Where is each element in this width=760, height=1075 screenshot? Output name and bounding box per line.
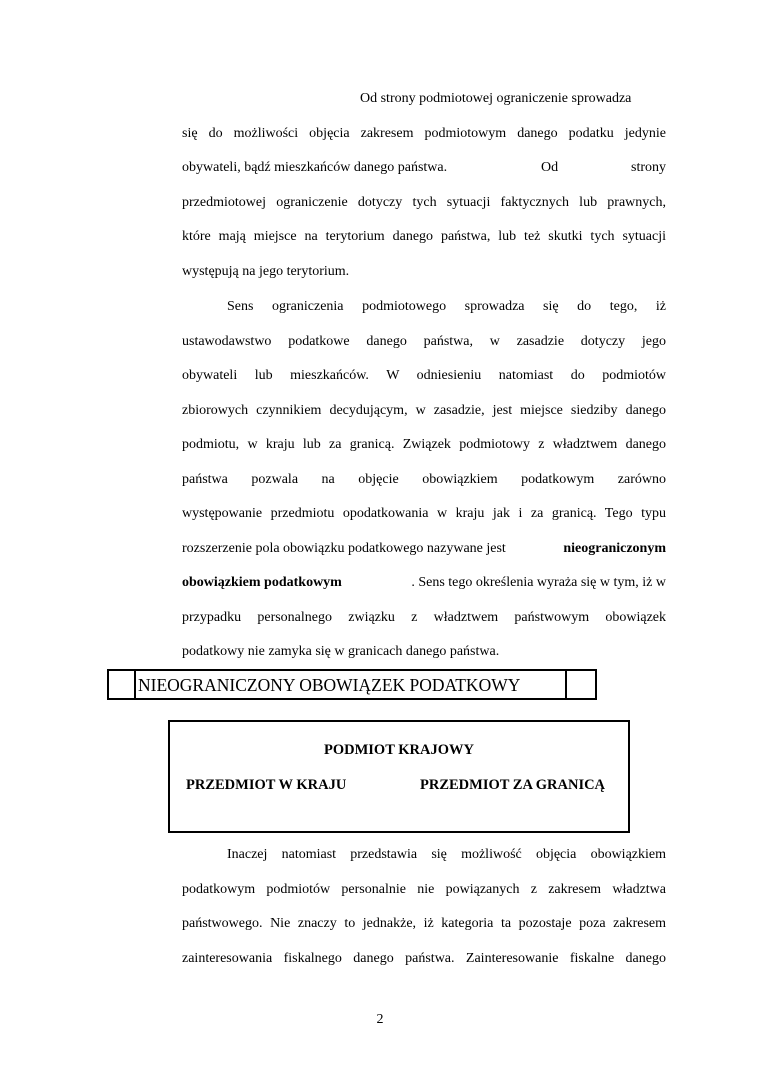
text-line: które mają miejsce na terytorium danego państwa, lub też skutki tych sytuacji [182, 229, 666, 244]
heading-empty-cell [565, 671, 595, 698]
text-line: zbiorowych czynnikiem decydującym, w zasadzie, jest miejsce siedziby danego [182, 402, 666, 418]
text-segment: rozszerzenie pola obowiązku podatkowego nazywane jest [182, 540, 506, 556]
text-line: podatkowy nie zamyka się w granicach danego państwa. [182, 644, 500, 659]
text-line: Sens ograniczenia podmiotowego sprowadza się do tego, iż [227, 299, 666, 314]
text-line [182, 566, 666, 601]
text-segment: strony [631, 160, 666, 175]
diagram-box [168, 720, 630, 833]
paragraph-3 [182, 838, 666, 976]
text-line: państwowego. Nie znaczy to jednakże, iż kategoria ta pozostaje poza zakresem [182, 916, 666, 931]
paragraph-1 [182, 82, 666, 289]
diagram-right-label: PRZEDMIOT ZA GRANICĄ [420, 777, 606, 793]
text-line: podmiotu, w kraju lub za granicą. Związek podmiotowy z władztwem danego [182, 437, 666, 452]
text-line: się do możliwości objęcia zakresem podmiotowym danego podatku jedynie [182, 125, 666, 141]
heading-table [107, 669, 597, 700]
text-line: Inaczej natomiast przedstawia się możliwość objęcia obowiązkiem [227, 847, 666, 862]
text-line [182, 532, 666, 567]
text-line: państwa pozwala na objęcie obowiązkiem podatkowym zarówno [182, 471, 666, 487]
text-line: występują na jego terytorium. [182, 263, 350, 279]
text-line: występowanie przedmiotu opodatkowania w kraju jak i za granicą. Tego typu [182, 506, 666, 521]
paragraph-2 [182, 290, 666, 670]
text-line: ustawodawstwo podatkowe danego państwa, w zasadzie dotyczy jego [182, 333, 666, 349]
text-line: zainteresowania fiskalnego danego państwa. Zainteresowanie fiskalne danego [182, 950, 666, 966]
text-segment: Od [541, 160, 559, 175]
text-line: przedmiotowej ograniczenie dotyczy tych sytuacji faktycznych lub prawnych, [182, 194, 666, 210]
bold-term: obowiązkiem podatkowym [182, 575, 342, 590]
page-number: 2 [376, 1012, 384, 1027]
text-line [182, 151, 666, 186]
text-line: podatkowym podmiotów personalnie nie powiązanych z zakresem władztwa [182, 881, 666, 897]
diagram-left-label: PRZEDMIOT W KRAJU [186, 777, 347, 793]
heading-empty-cell [109, 671, 136, 698]
text-segment: . Sens tego określenia wyraża się w tym, iż w [411, 575, 666, 590]
section-heading: NIEOGRANICZONY OBOWIĄZEK PODATKOWY [138, 675, 521, 695]
text-line: przypadku personalnego związku z władztwem państwowym obowiązek [182, 609, 666, 625]
text-segment: obywateli, bądź mieszkańców danego państwa. [182, 160, 448, 175]
bold-term: nieograniczonym [563, 540, 666, 556]
diagram-title: PODMIOT KRAJOWY [324, 742, 474, 758]
text-line: Od strony podmiotowej ograniczenie sprowadza [360, 91, 632, 106]
text-line: obywateli lub mieszkańców. W odniesieniu natomiast do podmiotów [182, 368, 666, 383]
